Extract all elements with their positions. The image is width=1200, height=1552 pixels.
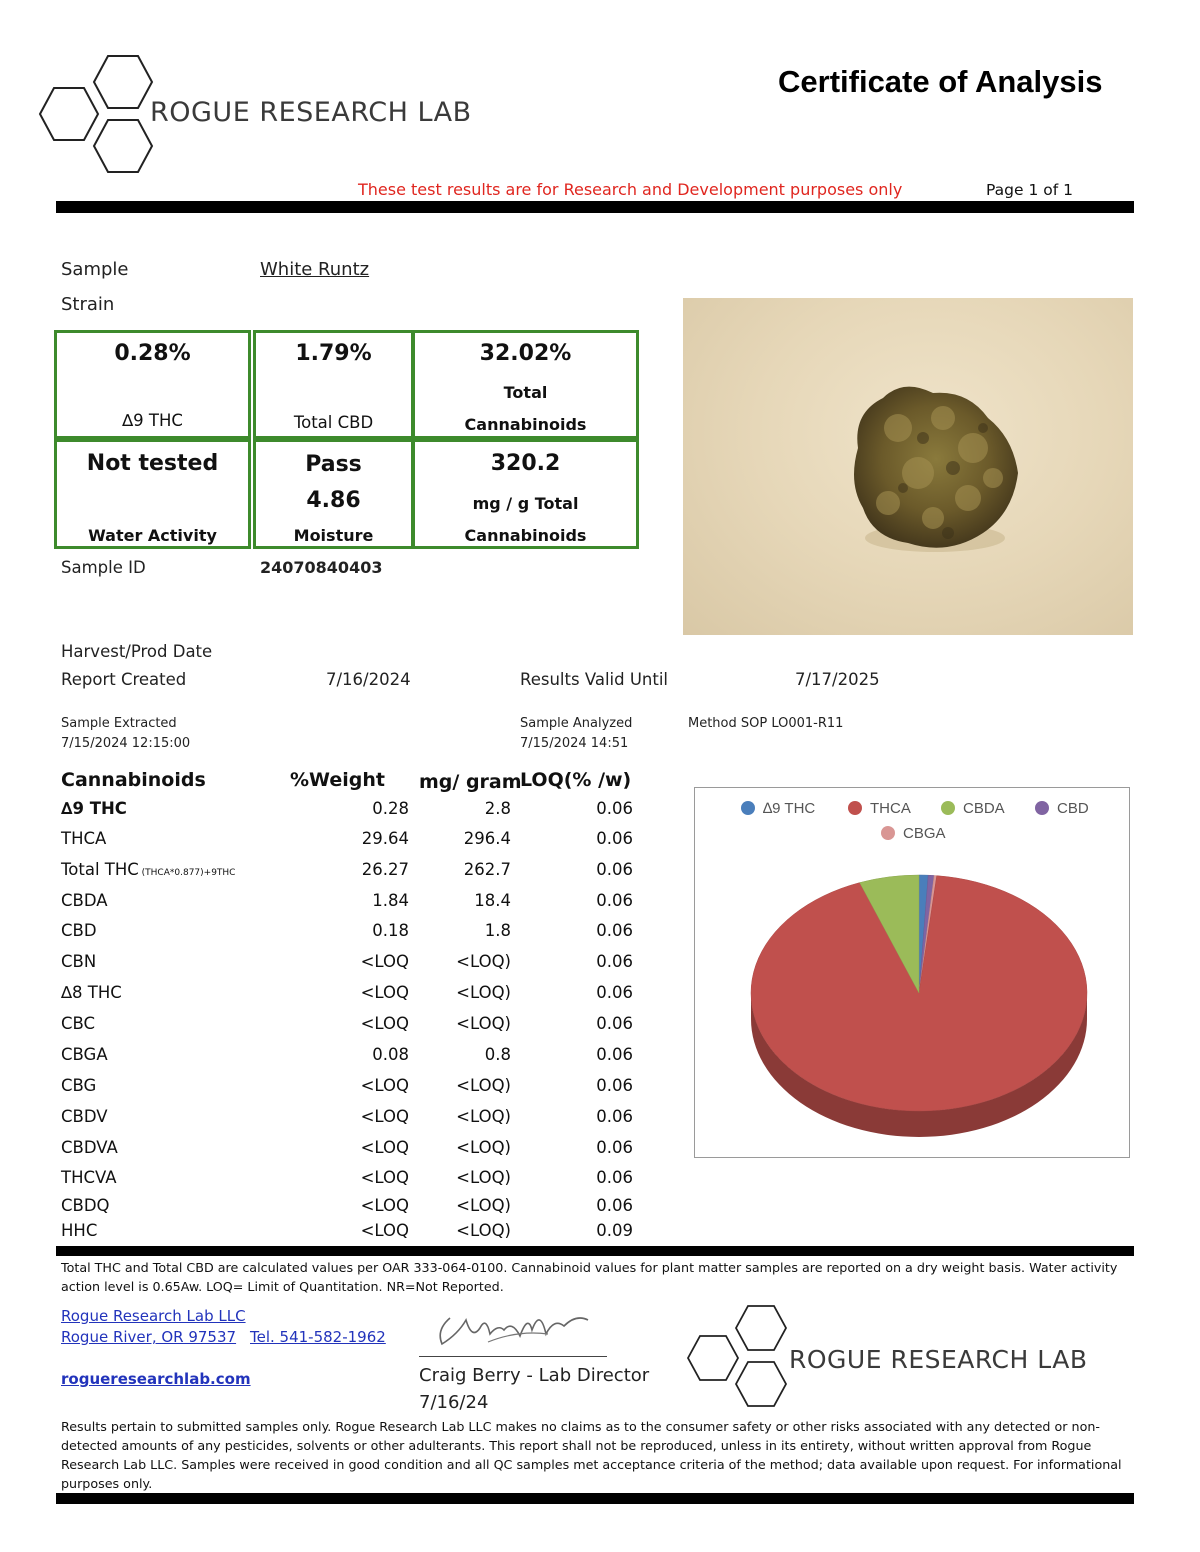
mg-per-gram-cell: <LOQ): [456, 1107, 511, 1126]
cannabinoid-name: [61, 1045, 108, 1064]
cannabinoid-label: CBDVA: [61, 1138, 118, 1157]
report-created-label: Report Created: [61, 670, 187, 689]
mg-per-gram-cell: 296.4: [463, 829, 511, 848]
mg-per-gram-cell: 1.8: [484, 921, 511, 940]
valid-until-label: Results Valid Until: [520, 670, 669, 689]
sample-photo: [683, 298, 1133, 635]
moisture-value: 4.86: [306, 488, 361, 513]
water-activity-label: Water Activity: [88, 526, 217, 545]
extracted-label: Sample Extracted: [61, 716, 177, 731]
cannabinoid-name: [61, 891, 108, 910]
percent-weight-cell: 0.18: [372, 921, 409, 940]
percent-weight-cell: <LOQ: [360, 983, 409, 1002]
cannabinoid-name: [61, 1107, 108, 1126]
footer-lab-name: ROGUE RESEARCH LAB: [789, 1345, 1088, 1374]
cannabinoid-name: [61, 1076, 96, 1095]
analyzed-value: 7/15/2024 14:51: [520, 736, 629, 751]
company-link[interactable]: Rogue Research Lab LLC: [61, 1307, 246, 1325]
percent-weight-cell: <LOQ: [360, 1138, 409, 1157]
pie-svg: [695, 788, 1131, 1159]
mg-per-gram-cell: <LOQ): [456, 1221, 511, 1240]
cannabinoid-pie-chart: [694, 787, 1130, 1158]
rd-disclaimer: These test results are for Research and Development purposes only: [358, 180, 903, 199]
percent-weight-cell: <LOQ: [360, 1168, 409, 1187]
loq-cell: 0.06: [596, 1168, 633, 1187]
signature-line: [419, 1356, 607, 1357]
loq-cell: 0.06: [596, 983, 633, 1002]
table-row: [61, 860, 641, 890]
moisture-status: Pass: [305, 452, 362, 477]
cannabinoid-name: [61, 799, 127, 818]
method-label: Method SOP LO001-R11: [688, 716, 844, 731]
mg-per-gram-cell: <LOQ): [456, 983, 511, 1002]
calc-note: Total THC and Total CBD are calculated values per OAR 333-064-0100. Cannabinoid values for plant matter samples are reported on a dry weight basis. Water activity action level is 0.65Aw. LOQ= Limit of Quantitation. NR=Not Reported.: [61, 1260, 1118, 1294]
mg-per-gram-cell: <LOQ): [456, 952, 511, 971]
signature: [428, 1300, 598, 1356]
table-row: [61, 1138, 641, 1168]
table-row: [61, 1168, 641, 1198]
lab-name: ROGUE RESEARCH LAB: [150, 97, 472, 128]
moisture-box: [253, 439, 414, 549]
footer-rule-top: [56, 1246, 1134, 1256]
col-header-loq: LOQ(% /w): [520, 769, 632, 791]
col-header-weight: %Weight: [290, 769, 385, 791]
percent-weight-cell: <LOQ: [360, 1107, 409, 1126]
strain-label: Strain: [61, 294, 115, 315]
extracted-value: 7/15/2024 12:15:00: [61, 736, 191, 751]
address-link[interactable]: Rogue River, OR 97537: [61, 1328, 237, 1346]
percent-weight-cell: 26.27: [361, 860, 409, 879]
table-row: [61, 799, 641, 829]
percent-weight-cell: <LOQ: [360, 1014, 409, 1033]
footer-rule-bottom: [56, 1493, 1134, 1504]
legend-label: ∆9 THC: [763, 800, 816, 817]
cannabinoid-label: CBGA: [61, 1045, 108, 1064]
mg-total-value: 320.2: [490, 451, 561, 476]
cannabinoid-label: HHC: [61, 1221, 98, 1240]
harvest-date-label: Harvest/Prod Date: [61, 642, 213, 661]
legal-disclaimer: Results pertain to submitted samples only. Rogue Research Lab LLC makes no claims as to the consumer safety or other risks associated with any detected or non-detected amounts of any pesticides, solvents or other adulterants. This report shall not be reproduced, unless in its entirety, without written approval from Rogue Research Lab LLC. Samples were received in good condition and all QC samples met acceptance criteria of the method; data available upon request. For informational purposes only.: [61, 1419, 1122, 1491]
mg-label-1: mg / g Total: [472, 494, 579, 513]
cannabinoid-label: THCA: [61, 829, 107, 848]
cannabinoid-name: [61, 921, 97, 940]
percent-weight-cell: <LOQ: [360, 1076, 409, 1095]
col-header-cannabinoids: Cannabinoids: [61, 769, 206, 791]
cannabinoid-label: CBD: [61, 921, 97, 940]
cannabinoid-label: CBDA: [61, 891, 108, 910]
mg-per-gram-cell: 262.7: [463, 860, 511, 879]
mg-per-gram-cell: <LOQ): [456, 1168, 511, 1187]
cannabinoid-name: [61, 1221, 97, 1240]
sample-label: Sample: [61, 259, 129, 280]
cannabinoid-label: Total THC: [61, 860, 139, 879]
table-row: [61, 1076, 641, 1106]
loq-cell: 0.06: [596, 1014, 633, 1033]
cannabinoid-label: CBDV: [61, 1107, 108, 1126]
table-row: [61, 891, 641, 921]
phone-link[interactable]: Tel. 541-582-1962: [250, 1328, 386, 1346]
signer-name: Craig Berry - Lab Director: [419, 1365, 650, 1386]
percent-weight-cell: 0.28: [372, 799, 409, 818]
cannabinoid-label: THCVA: [61, 1168, 117, 1187]
sample-id-label: Sample ID: [61, 558, 146, 577]
table-row: [61, 1107, 641, 1137]
loq-cell: 0.06: [596, 1107, 633, 1126]
sample-value: White Runtz: [260, 259, 370, 280]
cannabinoid-name: [61, 983, 122, 1002]
loq-cell: 0.06: [596, 860, 633, 879]
loq-cell: 0.09: [596, 1221, 633, 1240]
percent-weight-cell: 0.08: [372, 1045, 409, 1064]
cannabinoid-label: CBDQ: [61, 1196, 110, 1215]
table-row: [61, 829, 641, 859]
percent-weight-cell: 29.64: [361, 829, 409, 848]
mg-per-gram-cell: <LOQ): [456, 1076, 511, 1095]
percent-weight-cell: <LOQ: [360, 1196, 409, 1215]
cannabinoid-name: [61, 860, 235, 879]
website-link[interactable]: rogueresearchlab.com: [61, 1370, 251, 1388]
table-row: [61, 983, 641, 1013]
cannabinoid-name: [61, 1196, 110, 1215]
cannabinoid-label: ∆9 THC: [61, 799, 127, 818]
total-cannabinoids-box: [412, 330, 639, 439]
table-row: [61, 921, 641, 951]
percent-weight-cell: <LOQ: [360, 952, 409, 971]
mg-per-gram-cell: 18.4: [474, 891, 511, 910]
table-row: [61, 1045, 641, 1075]
mg-total-box: [412, 439, 639, 549]
loq-cell: 0.06: [596, 952, 633, 971]
table-row: [61, 952, 641, 982]
mg-label-2: Cannabinoids: [464, 526, 587, 545]
total-cbd-label: Total CBD: [293, 413, 374, 432]
sample-id-value: 24070840403: [260, 558, 383, 577]
total-cbd-value: 1.79%: [295, 341, 372, 366]
loq-cell: 0.06: [596, 1045, 633, 1064]
legend-label: CBGA: [903, 825, 946, 842]
cannabinoid-label: CBG: [61, 1076, 97, 1095]
water-activity-box: [54, 439, 251, 549]
cannabinoid-label: CBN: [61, 952, 97, 971]
total-cannabinoids-value: 32.02%: [479, 341, 572, 366]
page-title: Certificate of Analysis: [778, 64, 1103, 99]
report-created-value: 7/16/2024: [326, 670, 411, 689]
legend-label: CBDA: [963, 800, 1005, 817]
mg-per-gram-cell: <LOQ): [456, 1138, 511, 1157]
cannabinoid-name: [61, 1168, 117, 1187]
loq-cell: 0.06: [596, 829, 633, 848]
hexagon-logo-icon: [36, 52, 166, 178]
lab-logo: [36, 52, 166, 178]
legend-label: CBD: [1057, 800, 1089, 817]
loq-cell: 0.06: [596, 1076, 633, 1095]
legend-label: THCA: [870, 800, 911, 817]
signature-scribble-icon: [428, 1300, 598, 1356]
cannabinoid-name: [61, 1138, 118, 1157]
header-rule: [56, 201, 1134, 213]
col-header-mg: mg/ gram: [419, 771, 522, 793]
table-row: [61, 1014, 641, 1044]
sign-date: 7/16/24: [419, 1392, 489, 1413]
cannabinoid-label: ∆8 THC: [61, 983, 122, 1002]
moisture-label: Moisture: [293, 526, 374, 545]
analyzed-label: Sample Analyzed: [520, 716, 633, 731]
loq-cell: 0.06: [596, 1196, 633, 1215]
mg-per-gram-cell: <LOQ): [456, 1014, 511, 1033]
total-label-2: Cannabinoids: [464, 415, 587, 434]
percent-weight-cell: 1.84: [372, 891, 409, 910]
mg-per-gram-cell: 2.8: [484, 799, 511, 818]
loq-cell: 0.06: [596, 799, 633, 818]
cannabis-bud-image: [683, 298, 1133, 635]
footer-logo: [684, 1302, 796, 1412]
valid-until-value: 7/17/2025: [795, 670, 880, 689]
d9thc-value: 0.28%: [114, 341, 191, 366]
cannabinoid-label: CBC: [61, 1014, 96, 1033]
mg-per-gram-cell: 0.8: [484, 1045, 511, 1064]
formula-note: (THCA*0.877)+9THC: [138, 868, 236, 878]
d9thc-box: [54, 330, 251, 439]
cannabinoid-name: [61, 829, 106, 848]
total-label-1: Total: [503, 383, 548, 402]
cannabinoid-name: [61, 952, 96, 971]
loq-cell: 0.06: [596, 891, 633, 910]
hexagon-logo-icon: [684, 1302, 796, 1412]
total-cbd-box: [253, 330, 414, 439]
loq-cell: 0.06: [596, 1138, 633, 1157]
d9thc-label: ∆9 THC: [122, 411, 183, 430]
page-number: Page 1 of 1: [986, 181, 1073, 199]
cannabinoid-name: [61, 1014, 95, 1033]
water-activity-value: Not tested: [86, 451, 219, 476]
loq-cell: 0.06: [596, 921, 633, 940]
mg-per-gram-cell: <LOQ): [456, 1196, 511, 1215]
percent-weight-cell: <LOQ: [360, 1221, 409, 1240]
